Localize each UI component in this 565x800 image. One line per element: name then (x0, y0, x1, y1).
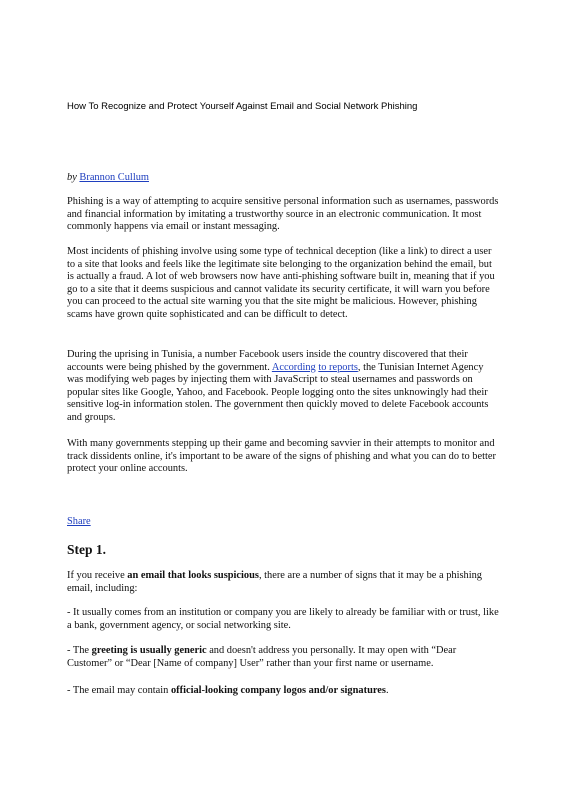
step-intro-text-a: If you receive (67, 570, 128, 581)
sign-generic-bold: greeting is usually generic (91, 645, 207, 656)
sign-familiar-institution: - It usually comes from an institution or company you are likely to already be familiar with or trust, like a bank, government agency, or social networking site. (67, 607, 499, 631)
byline-prefix: by (67, 172, 77, 183)
paragraph-technical-deception: Most incidents of phishing involve using some type of technical deception (like a link) to direct a user to a site that looks and feels like the legitimate site belonging to the organization behind the email, but is actually a fraud. A lot of web browsers now have anti-phishing software built in, meaning that if you go to a site that it deems suspicious and cannot validate its security certificate, it will warn you before you can proceed to the actual site warning you that the site might be malicious. However, phishing scams have grown quite sophisticated and can be difficult to detect. (67, 246, 495, 320)
step-heading: Step 1. (67, 542, 107, 557)
sign-generic-greeting (67, 645, 499, 670)
according-link[interactable]: According (271, 361, 316, 373)
sign-logos-text-b: . (385, 685, 389, 696)
sign-logos-bold: official-looking company logos and/or signatures (170, 685, 386, 696)
share-link[interactable]: Share (67, 516, 91, 527)
step-intro-text-b: , there are a number of signs that it may be a phishing email, including: (67, 570, 483, 594)
paragraph-intro: Phishing is a way of attempting to acquire sensitive personal information such as usernames, passwords and financial information by imitating a trustworthy source in an electronic communication. It most commonly happens via email or instant messaging. (67, 196, 499, 233)
sign-logos-text-a: - The email may contain (67, 685, 171, 696)
paragraph-governments: With many governments stepping up their game and becoming savvier in their attempts to monitor and track dissidents online, it's important to be aware of the signs of phishing and what you can do to better protect your online accounts. (67, 438, 496, 475)
document-title: How To Recognize and Protect Yourself Against Email and Social Network Phishing (67, 101, 418, 112)
byline (67, 172, 499, 185)
paragraph-tunisia-text-b: , the Tunisian Internet Agency was modifying web pages by injecting them with JavaScript to steal usernames and passwords on popular sites like Google, Yahoo, and Facebook. People logging onto the sites unknowingly had their sensitive log-in information stolen. The government then quickly moved to delete Facebook accounts and groups. (67, 361, 489, 423)
paragraph-tunisia-text-a: During the uprising in Tunisia, a number Facebook users inside the country discovered that their accounts were being phished by the government. (67, 349, 468, 373)
step-intro (67, 570, 499, 595)
step-intro-bold: an email that looks suspicious (127, 570, 259, 581)
author-link[interactable]: Brannon Cullum (79, 172, 149, 183)
sign-generic-text-a: - The (67, 645, 92, 656)
to-reports-link[interactable]: to reports (318, 361, 358, 373)
sign-official-logos (67, 685, 499, 698)
sign-generic-text-b: and doesn't address you personally. It may open with “Dear Customer” or “Dear [Name of company] User” rather than your first name or username. (67, 645, 457, 669)
paragraph-tunisia (67, 349, 499, 425)
share-row (67, 516, 499, 529)
